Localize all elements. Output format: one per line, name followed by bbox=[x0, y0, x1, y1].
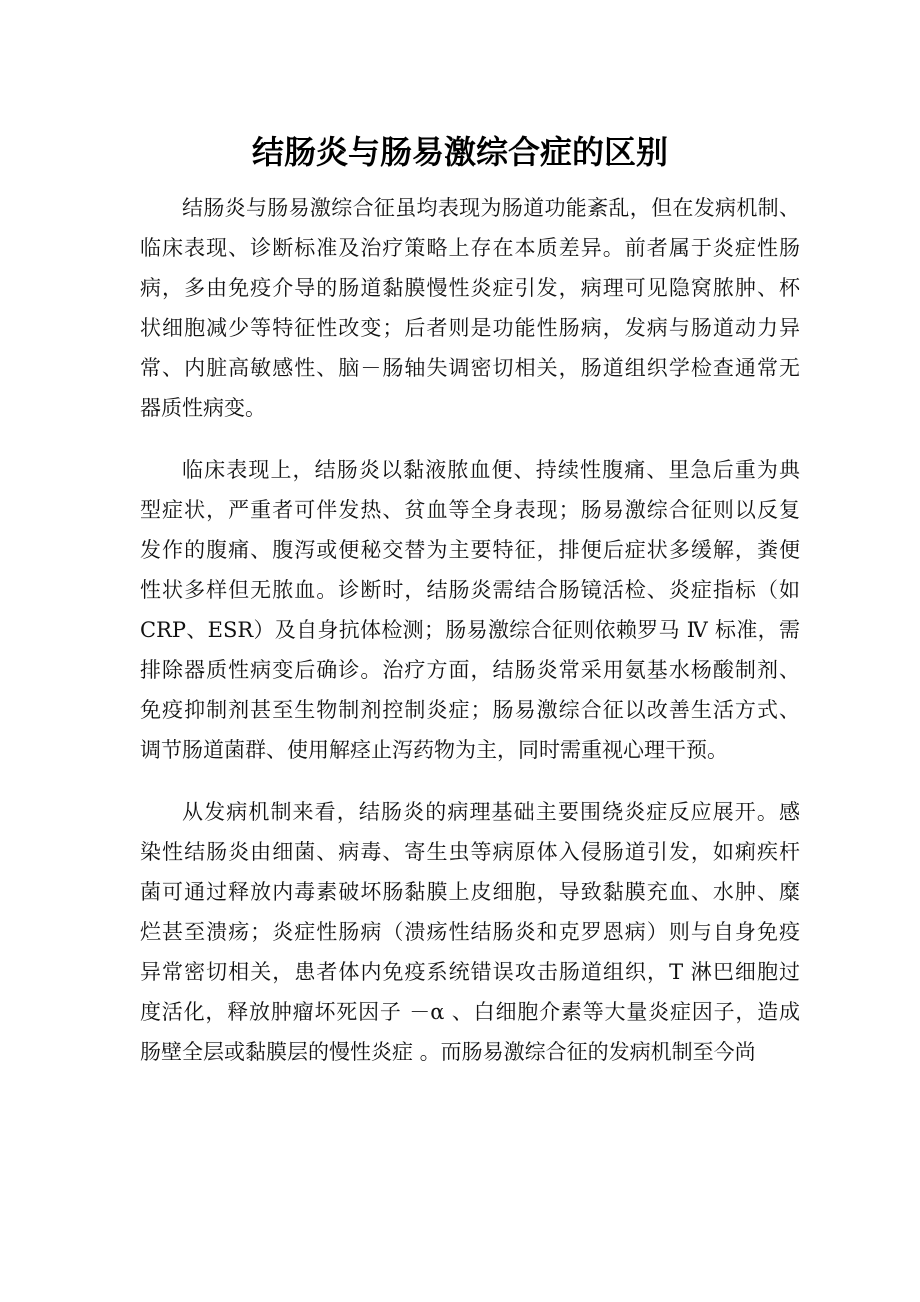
paragraph-3 bbox=[140, 792, 800, 1072]
text-line: CRP、ESR）及自身抗体检测；肠易激综合征则依赖罗马 Ⅳ 标准，需 bbox=[140, 618, 800, 642]
text-line: 染性结肠炎由细菌、病毒、寄生虫等病原体入侵肠道引发，如痢疾杆 bbox=[140, 840, 800, 864]
text-line: 临床表现上，结肠炎以黏液脓血便、持续性腹痛、里急后重为典 bbox=[182, 458, 800, 482]
document-body bbox=[140, 188, 800, 1094]
text-line: 免疫抑制剂甚至生物制剂控制炎症；肠易激综合征以改善生活方式、 bbox=[140, 698, 800, 722]
document-title: 结肠炎与肠易激综合症的区别 bbox=[251, 133, 668, 171]
text-line: 型症状，严重者可伴发热、贫血等全身表现；肠易激综合征则以反复 bbox=[140, 498, 800, 522]
text-line: 排除器质性病变后确诊。治疗方面，结肠炎常采用氨基水杨酸制剂、 bbox=[140, 658, 800, 682]
paragraph-2 bbox=[140, 450, 800, 770]
text-line: 状细胞减少等特征性改变；后者则是功能性肠病，发病与肠道动力异 bbox=[140, 316, 800, 340]
text-line: 肠壁全层或黏膜层的慢性炎症 。而肠易激综合征的发病机制至今尚 bbox=[140, 1040, 756, 1064]
text-line: 常、内脏高敏感性、脑－肠轴失调密切相关，肠道组织学检查通常无 bbox=[140, 356, 800, 380]
text-line: 器质性病变。 bbox=[140, 396, 266, 420]
text-line: 临床表现、诊断标准及治疗策略上存在本质差异。前者属于炎症性肠 bbox=[140, 236, 800, 260]
text-line: 调节肠道菌群、使用解痉止泻药物为主，同时需重视心理干预。 bbox=[140, 738, 728, 762]
text-line: 病，多由免疫介导的肠道黏膜慢性炎症引发，病理可见隐窝脓肿、杯 bbox=[140, 276, 800, 300]
text-line: 发作的腹痛、腹泻或便秘交替为主要特征，排便后症状多缓解，粪便 bbox=[140, 538, 800, 562]
text-line: 异常密切相关，患者体内免疫系统错误攻击肠道组织，T 淋巴细胞过 bbox=[140, 960, 800, 984]
text-line: 从发病机制来看，结肠炎的病理基础主要围绕炎症反应展开。感 bbox=[182, 800, 800, 824]
text-line: 菌可通过释放内毒素破坏肠黏膜上皮细胞，导致黏膜充血、水肿、糜 bbox=[140, 880, 800, 904]
text-line: 度活化，释放肿瘤坏死因子 －α 、白细胞介素等大量炎症因子，造成 bbox=[140, 1000, 800, 1024]
paragraph-1 bbox=[140, 188, 800, 428]
text-line: 烂甚至溃疡；炎症性肠病（溃疡性结肠炎和克罗恩病）则与自身免疫 bbox=[140, 920, 800, 944]
text-line: 结肠炎与肠易激综合征虽均表现为肠道功能紊乱，但在发病机制、 bbox=[182, 196, 800, 220]
text-line: 性状多样但无脓血。诊断时，结肠炎需结合肠镜活检、炎症指标（如 bbox=[140, 578, 800, 602]
